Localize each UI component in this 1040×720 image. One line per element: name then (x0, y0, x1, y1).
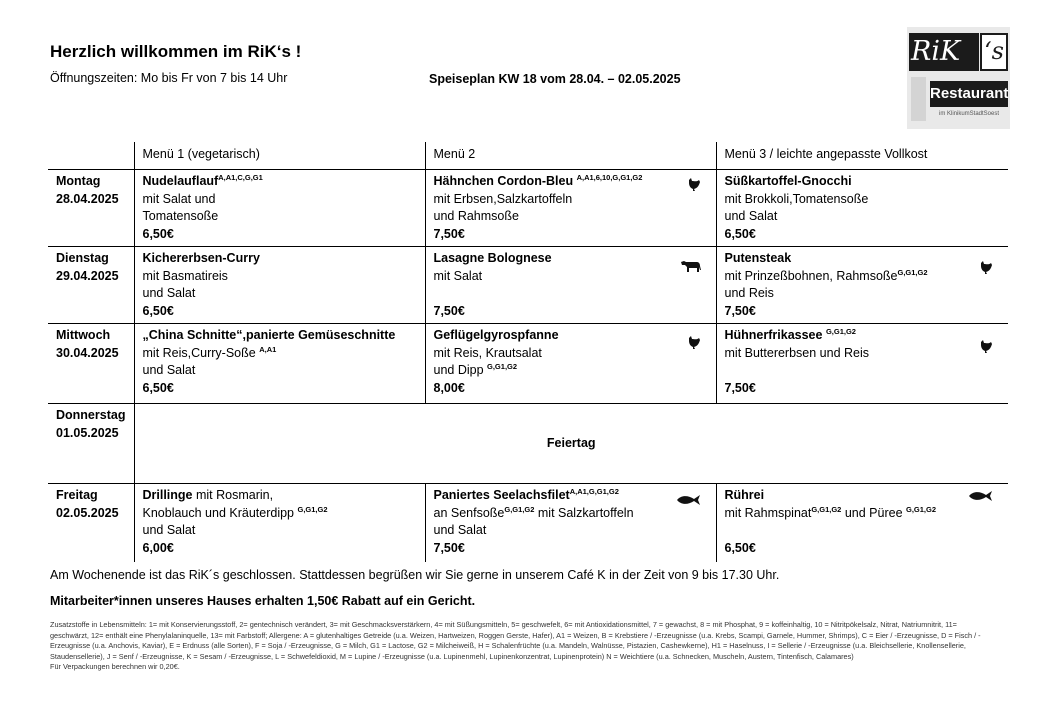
price: 7,50€ (433, 540, 465, 555)
day-name: Montag (56, 174, 101, 188)
menu-cell (716, 484, 1008, 562)
dish-name: Rührei (724, 488, 765, 502)
logo-rik: RiK (909, 33, 979, 71)
allergen-codes: A,A1,6,10,G,G1,G2 (576, 173, 643, 182)
dish-name: Hühnerfrikassee (724, 328, 826, 342)
day-date: 02.05.2025 (56, 505, 119, 520)
page-title: Herzlich willkommen im RiK‘s ! (50, 42, 302, 61)
table-row (48, 484, 1008, 562)
allergen-codes: A,A1,G,G1,G2 (569, 487, 619, 496)
menu-cell (425, 324, 716, 404)
dish-line: und Salat (433, 523, 487, 537)
menu-cell (716, 324, 1008, 404)
menu-cell (134, 324, 425, 404)
cow-icon (680, 259, 702, 273)
menu-cell (425, 247, 716, 324)
dish-line: und Rahmsoße (433, 209, 519, 223)
dish-name: Geflügelgyrospfanne (433, 328, 559, 342)
day-date: 29.04.2025 (56, 268, 119, 283)
chicken-icon (978, 338, 994, 354)
allergen-codes: G,G1,G2 (906, 504, 937, 514)
header-menu-1: Menü 1 (vegetarisch) (134, 142, 425, 170)
day-cell (48, 484, 134, 562)
day-date: 01.05.2025 (56, 425, 119, 440)
allergen-codes: G,G1,G2 (811, 504, 842, 514)
day-name: Dienstag (56, 251, 109, 265)
dish-name: Drillinge (142, 488, 193, 502)
dish-line: mit Rahmspinat (724, 505, 812, 520)
dish-line: mit Prinzeßbohnen, Rahmsoße (724, 268, 898, 283)
dish-line: mit Salat (433, 268, 483, 283)
dish-name: Lasagne Bolognese (433, 251, 552, 265)
menu-table (48, 142, 1008, 562)
dish-line: und Salat (724, 209, 778, 223)
day-name: Mittwoch (56, 328, 111, 342)
allergen-codes: G,G1,G2 (897, 267, 928, 277)
dish-line: und Püree (841, 505, 906, 520)
dish-line: und Reis (724, 286, 774, 300)
dish-name: Hähnchen Cordon-Bleu (433, 174, 577, 188)
dish-name: „China Schnitte“,panierte Gemüseschnitte (142, 328, 396, 342)
table-row (48, 247, 1008, 324)
price: 7,50€ (433, 226, 465, 241)
allergen-codes: G,G1,G2 (825, 327, 856, 336)
dish-line: mit Basmatireis (142, 268, 228, 283)
dish-line: Tomatensoße (142, 209, 219, 223)
logo-bar (911, 77, 926, 121)
dish-line: mit Salat und (142, 191, 216, 206)
allergen-codes: A,A1,C,G,G1 (218, 173, 263, 182)
menu-cell (134, 247, 425, 324)
allergen-codes: G,G1,G2 (297, 504, 328, 514)
day-cell (48, 247, 134, 324)
day-cell (48, 324, 134, 404)
opening-hours: Öffnungszeiten: Mo bis Fr von 7 bis 14 Uhr (50, 71, 288, 85)
dish-line: mit Rosmarin, (192, 488, 274, 502)
allergen-codes: A,A1 (259, 344, 277, 354)
dish-line: mit Brokkoli,Tomatensoße (724, 191, 869, 206)
table-row (48, 404, 1008, 484)
dish-name: Paniertes Seelachsfilet (433, 488, 570, 502)
menu-cell (134, 170, 425, 247)
menu-cell (425, 170, 716, 247)
table-row (48, 324, 1008, 404)
price: 6,50€ (142, 303, 174, 318)
menu-cell (716, 247, 1008, 324)
dish-line: Knoblauch und Kräuterdipp (142, 505, 298, 520)
day-name: Donnerstag (56, 408, 126, 422)
packaging-note: Für Verpackungen berechnen wir 0,20€. (50, 662, 180, 672)
day-date: 30.04.2025 (56, 345, 119, 360)
chicken-icon (686, 334, 702, 350)
dish-name: Putensteak (724, 251, 792, 265)
logo-restaurant: Restaurant (930, 81, 1008, 107)
dish-line: mit Reis, Krautsalat (433, 345, 542, 360)
allergen-codes: G,G1,G2 (487, 362, 518, 371)
chicken-icon (978, 259, 994, 275)
day-cell (48, 404, 134, 484)
dish-line: mit Salzkartoffeln (534, 505, 634, 520)
dish-line: mit Reis,Curry-Soße (142, 345, 260, 360)
fish-icon (676, 494, 702, 506)
logo-apostrophe-s: ‘s (980, 33, 1008, 71)
restaurant-logo (907, 27, 1010, 129)
table-header-row (48, 142, 1008, 170)
dish-line: an Senfsoße (433, 505, 505, 520)
dish-line: und Salat (142, 523, 196, 537)
price: 6,50€ (142, 380, 174, 395)
price: 6,50€ (724, 226, 756, 241)
menu-cell (134, 484, 425, 562)
day-date: 28.04.2025 (56, 191, 119, 206)
dish-name: Nudelauflauf (142, 174, 219, 188)
staff-discount-notice: Mitarbeiter*innen unseres Hauses erhalten 1,50€ Rabatt auf ein Gericht. (50, 594, 476, 608)
weekend-notice: Am Wochenende ist das RiK´s geschlossen. Stattdessen begrüßen wir Sie gerne in unserem Café K in der Zeit von 9 bis 17.30 Uhr. (50, 568, 780, 582)
price: 6,00€ (142, 540, 174, 555)
header-menu-2: Menü 2 (425, 142, 716, 170)
fish-icon (968, 490, 994, 502)
header-menu-3: Menü 3 / leichte angepasste Vollkost (716, 142, 1008, 170)
price: 7,50€ (724, 380, 756, 395)
additives-text: Zusatzstoffe in Lebensmitteln: 1= mit Konservierungsstoff, 2= gentechnisch verändert, 3= mit Geschmacksverstärkern, 4= mit Süßungsmitteln, 5= geschwefelt, 6= mit Antioxidationsmittel, 7 = gewachst, 8 = mit Phosphat, 9 = koffeinhaltig, 10 = Nitritpökelsalz, Nitrat, Natriumnitrit, 11= geschwärzt, 12= enthält eine Phenylalaninquelle, 13= mit Farbstoff; Allergene: A = glutenhaltiges Getreide (u.a. Weizen, Hartweizen, Roggen Gerste, Hafer), A1 = Weizen, B = Krebstiere / -Erzeugnisse (u.a. Krebs, Scampi, Garnele, Hummer, Shrimps), C = Eier / -Erzeugnisse, D = Fisch / -Erzeugnisse (u.a. Anchovis, Kaviar), E = Erdnuss (alle Sorten), F = Soja / -Erzeugnisse, G = Milch, G1 = Lactose, G2 = Milcheiweiß, H = Schalenfrüchte (u.a. Mandeln, Walnüsse, Pistazien, Cashewkerne), H1 = Haselnuss, I = Sellerie / -Erzeugnisse (u.a. Bleichsellerie, Knollensellerie, Staudensellerie), J = Senf / -Erzeugnisse, K = Sesam / -Erzeugnisse, L = Schwefeldioxid, M = Lupine / -Erzeugnisse (u.a. Lupinenmehl, Lupinenkonzentrat, Lupinenprotein) N = Weichtiere (u.a. Schnecken, Muscheln, Austern, Tintenfisch, Calamares) (50, 620, 981, 661)
price: 6,50€ (724, 540, 756, 555)
table-row (48, 170, 1008, 247)
menu-cell (425, 484, 716, 562)
price: 6,50€ (142, 226, 174, 241)
allergen-codes: G,G1,G2 (504, 504, 535, 514)
dish-line: mit Erbsen,Salzkartoffeln (433, 191, 573, 206)
menu-plan-title: Speiseplan KW 18 vom 28.04. – 02.05.2025 (429, 72, 681, 86)
dish-name: Süßkartoffel-Gnocchi (724, 174, 852, 188)
menu-cell (716, 170, 1008, 247)
price: 7,50€ (724, 303, 756, 318)
logo-subtitle: im KlinikumStadtSoest (938, 111, 1000, 117)
dish-line: und Salat (142, 286, 196, 300)
day-name: Freitag (56, 488, 98, 502)
day-cell (48, 170, 134, 247)
dish-name: Kichererbsen-Curry (142, 251, 260, 265)
holiday-cell (134, 404, 1008, 484)
dish-line: und Salat (142, 363, 196, 377)
price: 8,00€ (433, 380, 465, 395)
additives-legend (50, 620, 995, 673)
chicken-icon (686, 176, 702, 192)
dish-line: und Dipp (433, 363, 488, 377)
dish-line: mit Buttererbsen und Reis (724, 345, 870, 360)
price: 7,50€ (433, 303, 465, 318)
holiday-label: Feiertag (546, 435, 596, 450)
header-day-cell (48, 142, 134, 170)
